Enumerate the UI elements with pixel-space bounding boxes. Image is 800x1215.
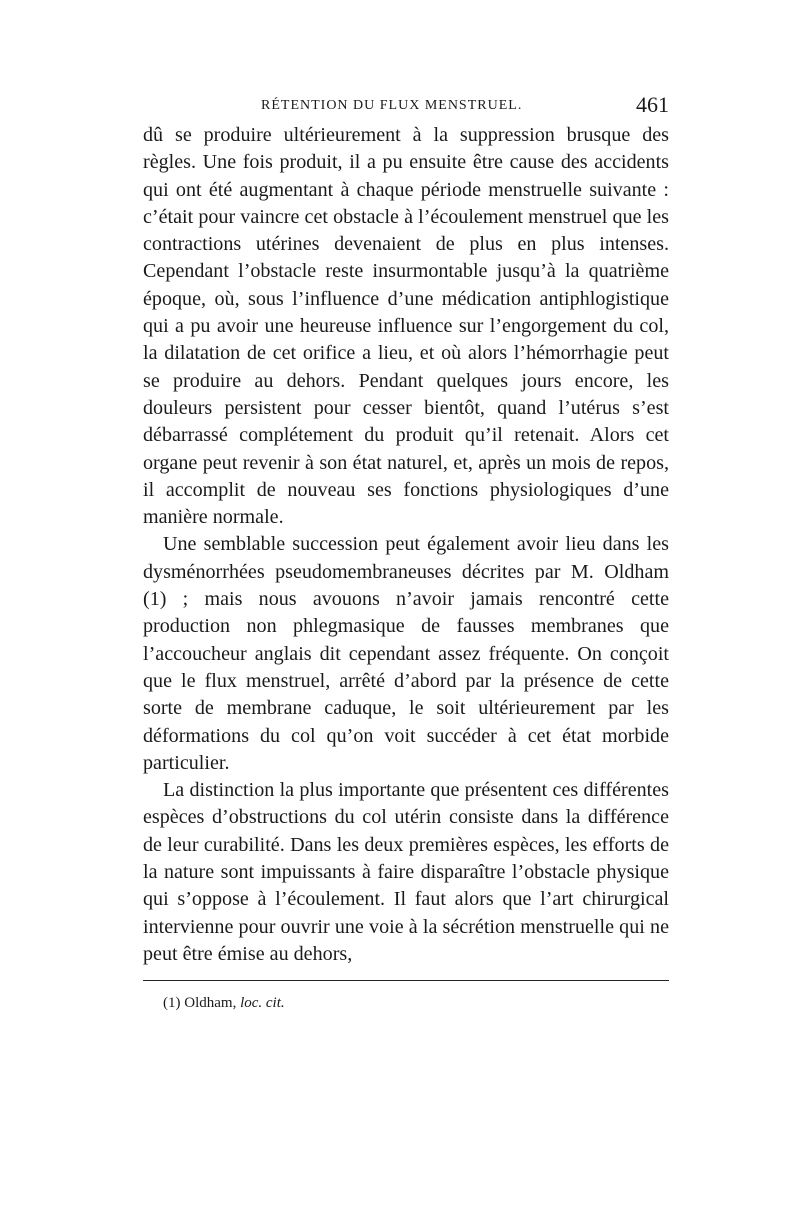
footnote-marker: (1) Oldham, [163, 995, 241, 1012]
footnote-rule [143, 980, 669, 981]
footnote [143, 995, 669, 1012]
page-header [143, 92, 669, 122]
footnote-ref: loc. cit. [240, 995, 285, 1012]
page-number: 461 [636, 92, 669, 117]
paragraph-1: dû se produire ultérieurement à la suppression brusque des règles. Une fois produit, il a pu ensuite être cause des accidents qui ont été augmentant à chaque période menstruelle suivante : c’était pour vaincre cet obstacle à l’écoulement menstruel que les contractions utérines devenaient de plus en plus intenses. Cependant l’obstacle reste insurmontable jusqu’à la quatrième époque, où, sous l’influence d’une médication antiphlogistique qui a pu avoir une heureuse influence sur l’engorgement du col, la dilatation de cet orifice a lieu, et où alors l’hémorrhagie peut se produire au dehors. Pendant quelques jours encore, les douleurs persistent pour cesser bientôt, quand l’utérus s’est débarrassé complétement du produit qu’il retenait. Alors cet organe peut revenir à son état naturel, et, après un mois de repos, il accomplit de nouveau ses fonctions physiologiques d’une manière normale. [143, 124, 669, 529]
book-page [143, 92, 669, 1012]
running-title: RÉTENTION DU FLUX MENSTRUEL. [261, 98, 523, 113]
paragraph-2: Une semblable succession peut également avoir lieu dans les dysménorrhées pseudomembraneuses décrites par M. Oldham (1) ; mais nous avouons n’avoir jamais rencontré cette production non phlegmasique de fausses membranes que l’accoucheur anglais dit cependant assez fréquente. On conçoit que le flux menstruel, arrêté d’abord par la présence de cette sorte de membrane caduque, le soit ultérieurement par les déformations du col qu’on voit succéder à cet état morbide particulier. [143, 533, 669, 774]
paragraph-3: La distinction la plus importante que présentent ces différentes espèces d’obstructions du col utérin consiste dans la différence de leur curabilité. Dans les deux premières espèces, les efforts de la nature sont impuissants à faire disparaître l’obstacle physique qui s’oppose à l’écoulement. Il faut alors que l’art chirurgical intervienne pour ouvrir une voie à la sécrétion menstruelle qui ne peut être émise au dehors, [143, 779, 669, 965]
body-text [143, 122, 669, 968]
